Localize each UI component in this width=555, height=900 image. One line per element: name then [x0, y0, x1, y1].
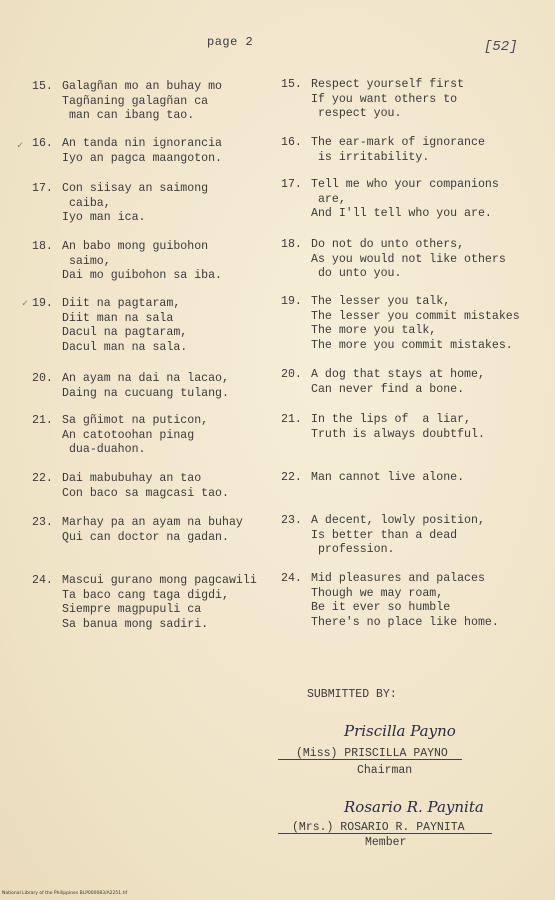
proverb-number: 21.	[32, 414, 53, 427]
proverb-line: Diit na pagtaram,	[62, 297, 181, 310]
proverb-line: An catotoohan pinag	[62, 428, 195, 442]
signer-name-rosario: (Mrs.) ROSARIO R. PAYNITA	[292, 821, 465, 834]
proverb-line: There's no place like home.	[311, 615, 499, 629]
left-proverb-20	[32, 372, 229, 401]
proverb-number: 17.	[32, 182, 53, 195]
proverb-number: 23.	[32, 516, 53, 529]
proverb-line: Galagñan mo an buhay mo	[62, 80, 223, 93]
folio-number: [52]	[484, 39, 518, 55]
proverb-line: Con siisay an saimong	[62, 182, 209, 195]
proverb-line: is irritability.	[311, 150, 430, 164]
right-proverb-15	[281, 78, 464, 122]
proverb-line: Iyo man ica.	[62, 211, 146, 224]
proverb-line: An ayam na dai na lacao,	[62, 372, 229, 385]
proverb-line: A dog that stays at home,	[311, 368, 485, 381]
right-proverb-21	[281, 413, 485, 442]
left-proverb-23	[32, 516, 243, 545]
left-proverb-19	[32, 297, 187, 355]
proverb-line: The more you talk,	[311, 324, 437, 337]
proverb-line: An babo mong guibohon	[62, 240, 209, 253]
proverb-line: Dai mo guibohon sa iba.	[62, 269, 223, 282]
proverb-number: 23.	[281, 514, 302, 527]
proverb-line: Mascui gurano mong pagcawili	[62, 574, 257, 587]
right-proverb-23	[281, 514, 485, 558]
proverb-line: The more you commit mistakes.	[311, 338, 513, 352]
proverb-line: Can never find a bone.	[311, 382, 465, 396]
proverb-line: Mid pleasures and palaces	[311, 572, 485, 585]
proverb-line: An tanda nin ignorancia	[62, 137, 223, 150]
proverb-line: The lesser you commit mistakes	[311, 309, 520, 323]
proverb-line: If you want others to	[311, 92, 458, 106]
proverb-line: The lesser you talk,	[311, 295, 451, 308]
proverb-line: Do not do unto others,	[311, 238, 465, 251]
proverb-number: 22.	[281, 471, 302, 484]
proverb-line: Diit man na sala	[62, 311, 174, 325]
margin-mark: ✓	[22, 299, 29, 310]
proverb-line: And I'll tell who you are.	[311, 207, 492, 220]
proverb-line: respect you.	[311, 107, 402, 120]
proverb-line: A decent, lowly position,	[311, 514, 485, 527]
proverb-line: Truth is always doubtful.	[311, 427, 485, 441]
proverb-line: In the lips of a liar,	[311, 413, 472, 426]
right-proverb-17	[281, 178, 499, 222]
proverb-line: Though we may roam,	[311, 586, 444, 600]
proverb-line: profession.	[311, 543, 395, 556]
proverb-line: The ear-mark of ignorance	[311, 136, 485, 149]
page-number: page 2	[207, 35, 254, 49]
left-proverb-15	[32, 80, 222, 124]
proverb-line: caiba,	[62, 196, 111, 210]
proverb-line: saimo,	[62, 254, 111, 268]
proverb-line: Qui can doctor na gadan.	[62, 530, 229, 544]
right-proverb-19	[281, 295, 520, 353]
margin-mark: ✓	[17, 141, 24, 152]
proverb-line: Is better than a dead	[311, 528, 458, 542]
signer-role-chairman: Chairman	[357, 764, 413, 777]
proverb-line: Ta baco cang taga digdi,	[62, 588, 229, 602]
proverb-line: Marhay pa an ayam na buhay	[62, 516, 243, 529]
proverb-line: Tagñaning galagñan ca	[62, 94, 209, 108]
right-proverb-16	[281, 136, 485, 165]
left-proverb-18	[32, 240, 222, 284]
proverb-line: Dai mabubuhay an tao	[62, 472, 202, 485]
proverb-line: man can ibang tao.	[62, 109, 195, 122]
right-proverb-24	[281, 572, 499, 630]
right-proverb-18	[281, 238, 506, 282]
proverb-line: Dacul man na sala.	[62, 340, 188, 354]
proverb-line: Con baco sa magcasi tao.	[62, 486, 229, 500]
proverb-line: dua-duahon.	[62, 443, 146, 456]
left-proverb-17	[32, 182, 208, 226]
proverb-number: 15.	[32, 80, 53, 93]
left-proverb-24	[32, 574, 257, 632]
proverb-number: 16.	[32, 137, 53, 150]
proverb-number: 21.	[281, 413, 302, 426]
signature-rosario: Rosario R. Paynita	[344, 798, 484, 816]
proverb-line: Iyo an pagca maangoton.	[62, 151, 223, 165]
proverb-number: 22.	[32, 472, 53, 485]
left-proverb-22	[32, 472, 229, 501]
proverb-line: Sa banua mong sadiri.	[62, 617, 209, 631]
proverb-line: As you would not like others	[311, 252, 506, 266]
proverb-number: 24.	[32, 574, 53, 587]
signature-priscilla: Priscilla Payno	[344, 722, 456, 740]
proverb-number: 16.	[281, 136, 302, 149]
proverb-line: Tell me who your companions	[311, 178, 499, 191]
proverb-number: 18.	[32, 240, 53, 253]
proverb-line: Be it ever so humble	[311, 601, 451, 614]
left-proverb-16	[32, 137, 222, 166]
submitted-by-heading: SUBMITTED BY:	[307, 688, 397, 701]
proverb-line: Man cannot live alone.	[311, 471, 465, 484]
proverb-number: 24.	[281, 572, 302, 585]
right-proverb-22	[281, 471, 464, 486]
proverb-line: are,	[311, 192, 346, 206]
proverb-line: do unto you.	[311, 267, 402, 280]
proverb-number: 19.	[281, 295, 302, 308]
proverb-number: 18.	[281, 238, 302, 251]
signer-name-priscilla: (Miss) PRISCILLA PAYNO	[296, 747, 448, 760]
right-proverb-20	[281, 368, 485, 397]
signer-role-member: Member	[365, 836, 407, 849]
archive-footer: National Library of the Philippines BLP000083/A2251.tif	[2, 891, 128, 896]
proverb-line: Dacul na pagtaram,	[62, 326, 188, 339]
proverb-line: Sa gñimot na puticon,	[62, 414, 209, 427]
proverb-number: 19.	[32, 297, 53, 310]
proverb-number: 15.	[281, 78, 302, 91]
proverb-number: 17.	[281, 178, 302, 191]
proverb-line: Siempre magpupuli ca	[62, 603, 202, 616]
proverb-line: Daing na cucuang tulang.	[62, 386, 229, 400]
left-proverb-21	[32, 414, 208, 458]
proverb-line: Respect yourself first	[311, 78, 465, 91]
proverb-number: 20.	[32, 372, 53, 385]
proverb-number: 20.	[281, 368, 302, 381]
